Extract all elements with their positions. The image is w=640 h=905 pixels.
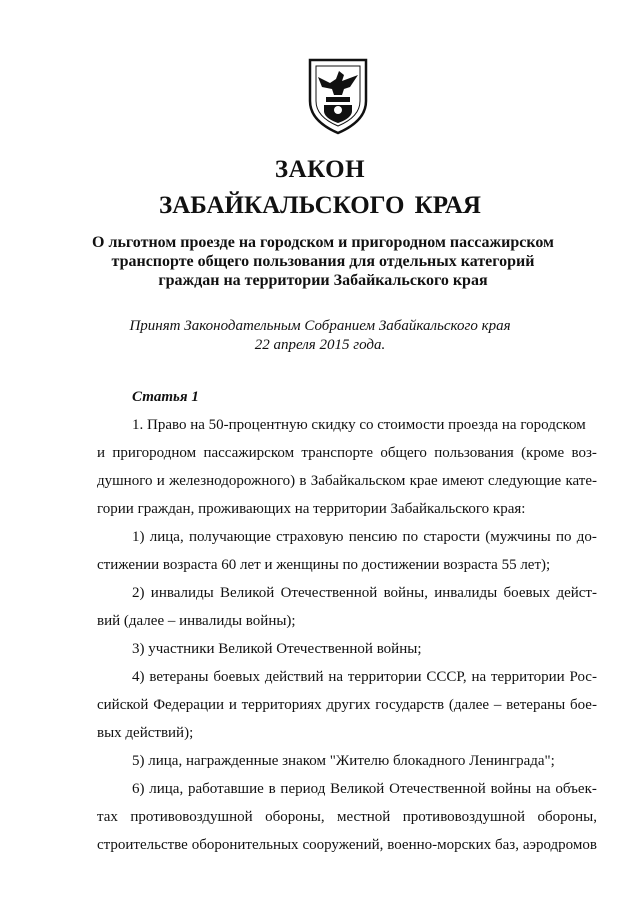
body-line: 3) участники Великой Отечественной войны; [132,641,422,657]
body-line: вий (далее – инвалиды войны); [97,613,296,629]
body-line: 1. Право на 50-процентную скидку со стоимости проезда на городском [132,417,586,433]
body-line: вых действий); [97,725,194,741]
body-line: и пригородном пассажирском транспорте общего пользования (кроме воз- [97,445,597,461]
body-line: 1) лица, получающие страховую пенсию по старости (мужчины по до- [132,529,597,545]
adoption-date: 22 апреля 2015 года. [254,337,386,353]
article-title: Статья 1 [132,389,199,405]
article-body [97,411,597,859]
body-line: 5) лица, награжденные знаком "Жителю блокадного Ленинграда"; [132,753,555,769]
subtitle-line: транспорте общего пользования для отдельных категорий [111,253,535,270]
coat-of-arms-icon [306,57,370,135]
law-title: ЗАКОН [274,156,366,183]
law-subtitle [92,233,554,290]
region-title: ЗАБАЙКАЛЬСКОГО КРАЯ [159,192,481,219]
body-line: душного и железнодорожного) в Забайкальском крае имеют следующие кате- [97,473,597,489]
subtitle-line: О льготном проезде на городском и пригородном пассажирском [92,234,554,251]
body-line: сийской Федерации и территориях других государств (далее – ветераны бое- [97,697,597,713]
body-line: стижении возраста 60 лет и женщины по достижении возраста 55 лет); [97,557,551,573]
adoption-note [0,317,640,355]
subtitle-line: граждан на территории Забайкальского края [158,272,488,289]
body-line: гории граждан, проживающих на территории Забайкальского края: [97,501,526,517]
body-line: 4) ветераны боевых действий на территории СССР, на территории Рос- [132,669,597,685]
adoption-line: Принят Законодательным Собранием Забайкальского края [129,318,511,334]
body-line: строительстве оборонительных сооружений, военно-морских баз, аэродромов [97,837,597,853]
body-line: 6) лица, работавшие в период Великой Отечественной войны на объек- [132,781,597,797]
body-line: тах противовоздушной обороны, местной противовоздушной обороны, [97,809,597,825]
body-line: 2) инвалиды Великой Отечественной войны, инвалиды боевых дейст- [132,585,597,601]
